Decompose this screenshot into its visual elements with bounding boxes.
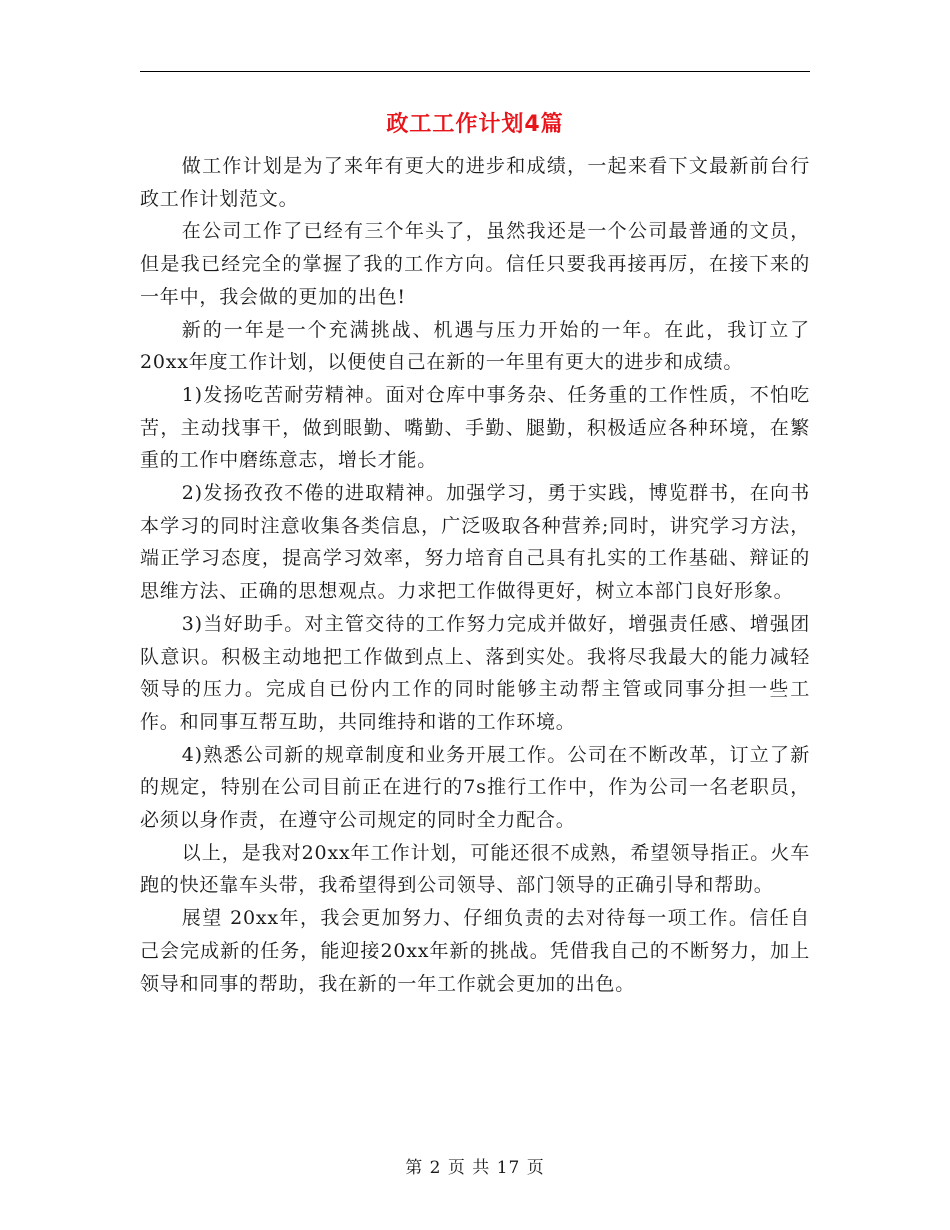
document-body: [140, 150, 810, 1000]
paragraph-background: 在公司工作了已经有三个年头了，虽然我还是一个公司最普通的文员，但是我已经完全的掌握了我的工作方向。信任只要我再接再厉，在接下来的一年中，我会做的更加的出色!: [140, 220, 810, 308]
paragraph-item-1: 1)发扬吃苦耐劳精神。面对仓库中事务杂、任务重的工作性质，不怕吃苦，主动找事干，做到眼勤、嘴勤、手勤、腿勤，积极适应各种环境，在繁重的工作中磨练意志，增长才能。: [140, 383, 810, 472]
header-rule: [140, 71, 810, 72]
paragraph-summary: 以上，是我对20xx年工作计划，可能还很不成熟，希望领导指正。火车跑的快还靠车头带，我希望得到公司领导、部门领导的正确引导和帮助。: [140, 841, 810, 897]
paragraph-new-year: 新的一年是一个充满挑战、机遇与压力开始的一年。在此，我订立了20xx年度工作计划，以便使自己在新的一年里有更大的进步和成绩。: [140, 318, 810, 374]
page-footer: 第 2 页 共 17 页: [405, 1158, 545, 1178]
paragraph-item-4: 4)熟悉公司新的规章制度和业务开展工作。公司在不断改革，订立了新的规定，特别在公司目前正在进行的7s推行工作中，作为公司一名老职员，必须以身作责，在遵守公司规定的同时全力配合。: [140, 743, 810, 832]
paragraph-outlook: 展望 20xx年，我会更加努力、仔细负责的去对待每一项工作。信任自己会完成新的任务，能迎接20xx年新的挑战。凭借我自己的不断努力，加上领导和同事的帮助，我在新的一年工作就会更加的出色。: [140, 907, 810, 995]
document-title: 政工工作计划4篇: [386, 112, 564, 137]
paragraph-intro: 做工作计划是为了来年有更大的进步和成绩，一起来看下文最新前台行政工作计划范文。: [140, 155, 810, 210]
paragraph-item-3: 3)当好助手。对主管交待的工作努力完成并做好，增强责任感、增强团队意识。积极主动地把工作做到点上、落到实处。我将尽我最大的能力减轻领导的压力。完成自已份内工作的同时能够主动帮主管或同事分担一些工作。和同事互帮互助，共同维持和谐的工作环境。: [140, 612, 810, 733]
paragraph-item-2: 2)发扬孜孜不倦的进取精神。加强学习，勇于实践，博览群书，在向书本学习的同时注意收集各类信息，广泛吸取各种营养;同时，讲究学习方法，端正学习态度，提高学习效率，努力培育自己具有扎实的工作基础、辩证的思维方法、正确的思想观点。力求把工作做得更好，树立本部门良好形象。: [140, 482, 810, 603]
